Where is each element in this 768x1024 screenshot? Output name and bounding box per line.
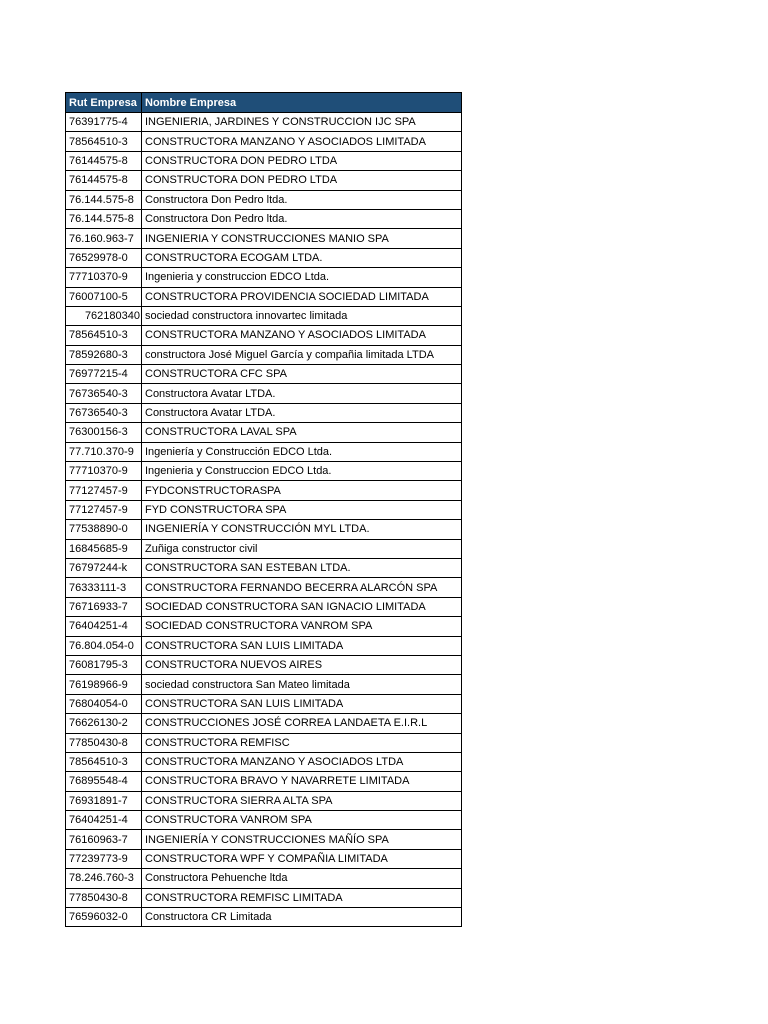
company-name-cell[interactable]: Constructora CR Limitada	[142, 908, 462, 927]
header-row	[66, 93, 462, 113]
table-row	[66, 617, 462, 636]
rut-cell[interactable]: 76.160.963-7	[66, 229, 142, 248]
table-row	[66, 365, 462, 384]
company-name-cell[interactable]: constructora José Miguel García y compañia limitada LTDA	[142, 345, 462, 364]
rut-cell[interactable]: 16845685-9	[66, 539, 142, 558]
company-name-cell[interactable]: INGENIERÍA Y CONSTRUCCIONES MAÑÍO SPA	[142, 830, 462, 849]
company-name-cell[interactable]: Ingeniería y Construcción EDCO Ltda.	[142, 442, 462, 461]
company-name-cell[interactable]: Constructora Avatar LTDA.	[142, 384, 462, 403]
company-name-cell[interactable]: FYDCONSTRUCTORASPA	[142, 481, 462, 500]
table-row	[66, 442, 462, 461]
company-name-cell[interactable]: Constructora Don Pedro ltda.	[142, 209, 462, 228]
company-name-cell[interactable]: FYD CONSTRUCTORA SPA	[142, 500, 462, 519]
rut-cell[interactable]: 76.804.054-0	[66, 636, 142, 655]
company-name-cell[interactable]: CONSTRUCTORA MANZANO Y ASOCIADOS LIMITADA	[142, 326, 462, 345]
company-name-cell[interactable]: SOCIEDAD CONSTRUCTORA SAN IGNACIO LIMITADA	[142, 597, 462, 616]
table-row	[66, 403, 462, 422]
table-row	[66, 481, 462, 500]
rut-cell[interactable]: 76300156-3	[66, 423, 142, 442]
table-row	[66, 113, 462, 132]
table-row	[66, 248, 462, 267]
rut-cell[interactable]: 76404251-4	[66, 617, 142, 636]
table-row	[66, 636, 462, 655]
company-name-cell[interactable]: CONSTRUCTORA MANZANO Y ASOCIADOS LIMITADA	[142, 132, 462, 151]
rut-cell[interactable]: 77710370-9	[66, 462, 142, 481]
rut-cell[interactable]: 76007100-5	[66, 287, 142, 306]
company-name-cell[interactable]: CONSTRUCTORA ECOGAM LTDA.	[142, 248, 462, 267]
rut-cell[interactable]: 76797244-k	[66, 558, 142, 577]
rut-cell[interactable]: 76977215-4	[66, 365, 142, 384]
company-name-cell[interactable]: Zuñiga constructor civil	[142, 539, 462, 558]
table-row	[66, 558, 462, 577]
rut-cell[interactable]: 76.144.575-8	[66, 190, 142, 209]
table-row	[66, 869, 462, 888]
company-name-cell[interactable]: SOCIEDAD CONSTRUCTORA VANROM SPA	[142, 617, 462, 636]
table-row	[66, 190, 462, 209]
table-row	[66, 423, 462, 442]
rut-cell[interactable]: 762180340	[66, 306, 142, 325]
rut-cell[interactable]: 77710370-9	[66, 268, 142, 287]
company-name-cell[interactable]: CONSTRUCTORA LAVAL SPA	[142, 423, 462, 442]
company-name-cell[interactable]: CONSTRUCTORA WPF Y COMPAÑIA LIMITADA	[142, 849, 462, 868]
company-name-cell[interactable]: Constructora Avatar LTDA.	[142, 403, 462, 422]
company-name-cell[interactable]: CONSTRUCTORA SAN LUIS LIMITADA	[142, 636, 462, 655]
nombre-empresa-header: Nombre Empresa	[142, 93, 462, 113]
table-row	[66, 811, 462, 830]
company-name-cell[interactable]: CONSTRUCTORA NUEVOS AIRES	[142, 655, 462, 674]
rut-empresa-header: Rut Empresa	[66, 93, 142, 113]
rut-cell[interactable]: 76736540-3	[66, 403, 142, 422]
table-row	[66, 171, 462, 190]
rut-cell[interactable]: 76333111-3	[66, 578, 142, 597]
table-row	[66, 462, 462, 481]
company-name-cell[interactable]: Constructora Don Pedro ltda.	[142, 190, 462, 209]
table-row	[66, 772, 462, 791]
company-name-cell[interactable]: CONSTRUCTORA REMFISC LIMITADA	[142, 888, 462, 907]
rut-cell[interactable]: 77127457-9	[66, 481, 142, 500]
rut-cell[interactable]: 76081795-3	[66, 655, 142, 674]
table-row	[66, 500, 462, 519]
rut-cell[interactable]: 76144575-8	[66, 151, 142, 170]
table-row	[66, 229, 462, 248]
company-name-cell[interactable]: INGENIERIA Y CONSTRUCCIONES MANIO SPA	[142, 229, 462, 248]
company-name-cell[interactable]: INGENIERIA, JARDINES Y CONSTRUCCION IJC SPA	[142, 113, 462, 132]
company-name-cell[interactable]: CONSTRUCTORA REMFISC	[142, 733, 462, 752]
table-row	[66, 151, 462, 170]
company-name-cell[interactable]: sociedad constructora innovartec limitada	[142, 306, 462, 325]
company-name-cell[interactable]: CONSTRUCTORA CFC SPA	[142, 365, 462, 384]
company-name-cell[interactable]: CONSTRUCTORA MANZANO Y ASOCIADOS LTDA	[142, 752, 462, 771]
company-name-cell[interactable]: CONSTRUCCIONES JOSÉ CORREA LANDAETA E.I.R.L	[142, 714, 462, 733]
company-name-cell[interactable]: CONSTRUCTORA DON PEDRO LTDA	[142, 151, 462, 170]
rut-cell[interactable]: 78564510-3	[66, 326, 142, 345]
table-row	[66, 675, 462, 694]
rut-cell[interactable]: 76391775-4	[66, 113, 142, 132]
rut-cell[interactable]: 77850430-8	[66, 733, 142, 752]
table-row	[66, 888, 462, 907]
rut-cell[interactable]: 76626130-2	[66, 714, 142, 733]
table-row	[66, 714, 462, 733]
table-row	[66, 268, 462, 287]
rut-cell[interactable]: 76198966-9	[66, 675, 142, 694]
rut-cell[interactable]: 76931891-7	[66, 791, 142, 810]
table-body	[66, 113, 462, 927]
table-row	[66, 597, 462, 616]
table-row	[66, 752, 462, 771]
table-row	[66, 209, 462, 228]
table-row	[66, 849, 462, 868]
company-name-cell[interactable]: CONSTRUCTORA VANROM SPA	[142, 811, 462, 830]
table-row	[66, 287, 462, 306]
table-row	[66, 791, 462, 810]
rut-cell[interactable]: 76736540-3	[66, 384, 142, 403]
table-row	[66, 306, 462, 325]
table-row	[66, 326, 462, 345]
table-row	[66, 520, 462, 539]
table-row	[66, 733, 462, 752]
table-row	[66, 539, 462, 558]
company-name-cell[interactable]: Ingenieria y construccion EDCO Ltda.	[142, 268, 462, 287]
table-row	[66, 384, 462, 403]
rut-cell[interactable]: 76144575-8	[66, 171, 142, 190]
rut-cell[interactable]: 78.246.760-3	[66, 869, 142, 888]
table-row	[66, 345, 462, 364]
rut-cell[interactable]: 77127457-9	[66, 500, 142, 519]
table-row	[66, 578, 462, 597]
rut-cell[interactable]: 78592680-3	[66, 345, 142, 364]
rut-cell[interactable]: 76160963-7	[66, 830, 142, 849]
companies-table	[65, 92, 462, 927]
company-name-cell[interactable]: Constructora Pehuenche ltda	[142, 869, 462, 888]
rut-cell[interactable]: 76.144.575-8	[66, 209, 142, 228]
company-name-cell[interactable]: CONSTRUCTORA SIERRA ALTA SPA	[142, 791, 462, 810]
table-row	[66, 655, 462, 674]
rut-cell[interactable]: 77.710.370-9	[66, 442, 142, 461]
company-name-cell[interactable]: CONSTRUCTORA SAN ESTEBAN LTDA.	[142, 558, 462, 577]
table-header	[66, 93, 462, 113]
company-name-cell[interactable]: CONSTRUCTORA BRAVO Y NAVARRETE LIMITADA	[142, 772, 462, 791]
rut-cell[interactable]: 76804054-0	[66, 694, 142, 713]
company-name-cell[interactable]: sociedad constructora San Mateo limitada	[142, 675, 462, 694]
rut-cell[interactable]: 76895548-4	[66, 772, 142, 791]
company-name-cell[interactable]: Ingenieria y Construccion EDCO Ltda.	[142, 462, 462, 481]
company-name-cell[interactable]: CONSTRUCTORA FERNANDO BECERRA ALARCÓN SPA	[142, 578, 462, 597]
table-row	[66, 830, 462, 849]
table-row	[66, 694, 462, 713]
rut-cell[interactable]: 76716933-7	[66, 597, 142, 616]
company-name-cell[interactable]: CONSTRUCTORA DON PEDRO LTDA	[142, 171, 462, 190]
rut-cell[interactable]: 77538890-0	[66, 520, 142, 539]
rut-cell[interactable]: 77850430-8	[66, 888, 142, 907]
company-name-cell[interactable]: CONSTRUCTORA PROVIDENCIA SOCIEDAD LIMITADA	[142, 287, 462, 306]
rut-cell[interactable]: 77239773-9	[66, 849, 142, 868]
company-name-cell[interactable]: CONSTRUCTORA SAN LUIS LIMITADA	[142, 694, 462, 713]
company-name-cell[interactable]: INGENIERÍA Y CONSTRUCCIÓN MYL LTDA.	[142, 520, 462, 539]
rut-cell[interactable]: 76596032-0	[66, 908, 142, 927]
rut-cell[interactable]: 76529978-0	[66, 248, 142, 267]
table-row	[66, 908, 462, 927]
table-row	[66, 132, 462, 151]
rut-cell[interactable]: 78564510-3	[66, 132, 142, 151]
rut-cell[interactable]: 78564510-3	[66, 752, 142, 771]
rut-cell[interactable]: 76404251-4	[66, 811, 142, 830]
